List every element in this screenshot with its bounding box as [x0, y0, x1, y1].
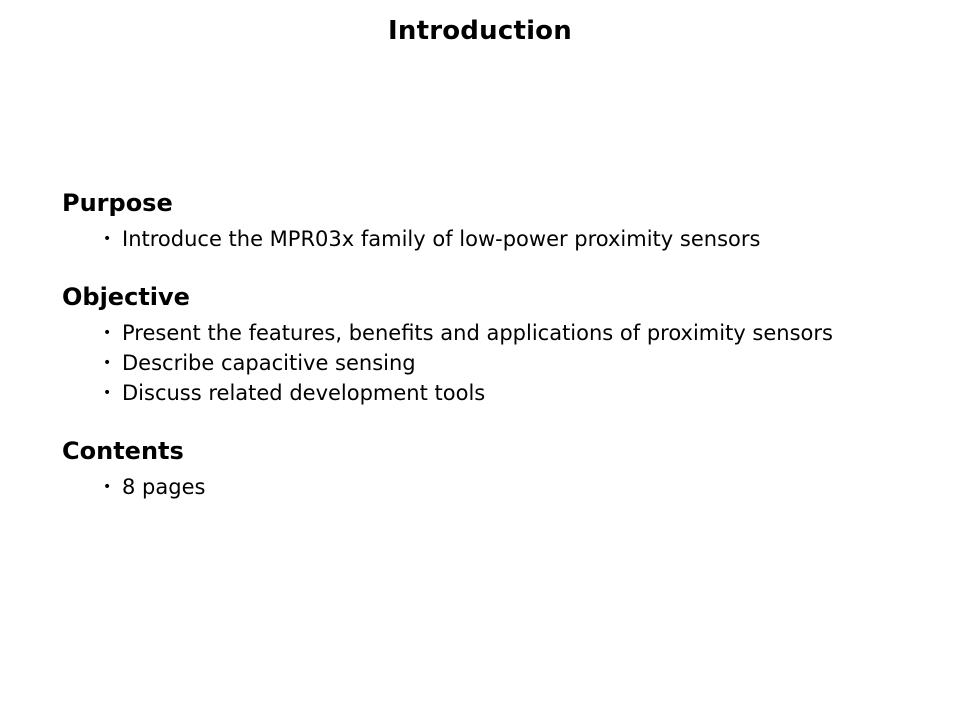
list-item — [62, 472, 857, 502]
bullet-icon: • — [103, 385, 112, 401]
bullet-text: Describe capacitive sensing — [122, 351, 416, 375]
list-item — [62, 348, 857, 378]
list-item — [62, 224, 857, 254]
bullet-list — [62, 318, 898, 408]
bullet-list — [62, 224, 898, 254]
bullet-icon: • — [103, 355, 112, 371]
bullet-text: Discuss related development tools — [122, 381, 486, 405]
section-purpose — [62, 186, 898, 254]
bullet-text: Introduce the MPR03x family of low-power proximity sensors — [122, 227, 761, 251]
bullet-icon: • — [103, 325, 112, 341]
list-item — [62, 378, 857, 408]
bullet-icon: • — [103, 231, 112, 247]
list-item — [62, 318, 857, 348]
slide-title: Introduction — [388, 16, 572, 46]
bullet-icon: • — [103, 479, 112, 495]
bullet-text: 8 pages — [122, 475, 206, 499]
section-heading-contents: Contents — [62, 437, 184, 465]
bullet-text: Present the features, benefits and applications of proximity sensors — [122, 321, 833, 345]
section-contents — [62, 434, 898, 502]
section-heading-purpose: Purpose — [62, 189, 173, 217]
bullet-list — [62, 472, 898, 502]
slide-content — [62, 186, 898, 528]
section-heading-objective: Objective — [62, 283, 190, 311]
section-objective — [62, 280, 898, 408]
